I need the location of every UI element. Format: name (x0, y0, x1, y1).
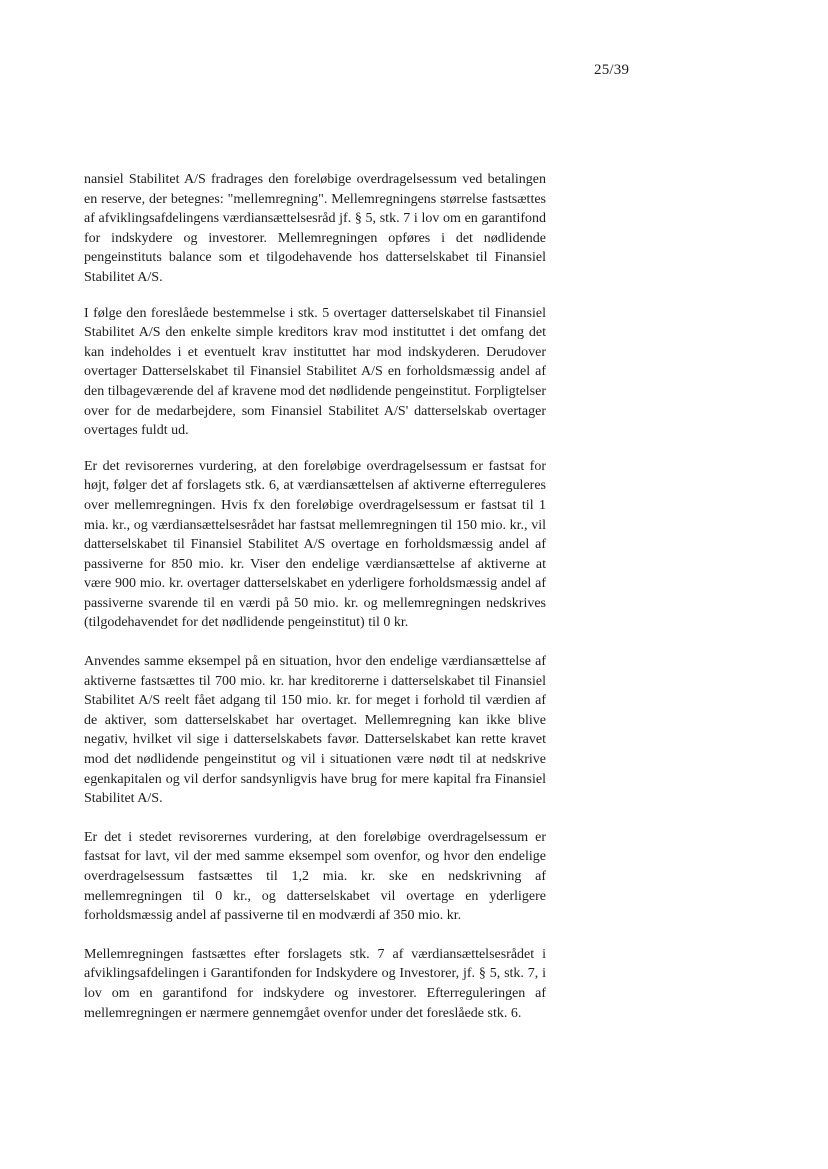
paragraph-1: nansiel Stabilitet A/S fradrages den foreløbige overdragelsessum ved betalingen en reserve, der betegnes: "mellemregning". Mellemregningens størrelse fastsættes af afviklingsafdelingens værdiansættelsesråd jf. § 5, stk. 7 i lov om en garantifond for indskydere og investorer. Mellemregningen opføres i det nødlidende pengeinstituts balance som et tilgodehavende hos datterselskabet til Finansiel Stabilitet A/S. (84, 172, 546, 285)
page-number: 25/39 (594, 62, 630, 78)
paragraph-2: I følge den foreslåede bestemmelse i stk. 5 overtager datterselskabet til Finansiel Stabilitet A/S den enkelte simple kreditors krav mod instituttet i det omfang det kan indeholdes i et eventuelt krav instituttet har mod indskyderen. Derudover overtager Datterselskabet til Finansiel Stabilitet A/S en forholdsmæssig andel af den tilbageværende del af kravene mod det nødlidende pengeinstitut. Forpligtelser over for de medarbejdere, som Finansiel Stabilitet A/S' datterselskab overtager overtages fuldt ud. (84, 305, 546, 439)
document-body (84, 170, 546, 1023)
paragraph-4: Anvendes samme eksempel på en situation, hvor den endelige værdiansættelse af aktiverne fastsættes til 700 mio. kr. har kreditorerne i datterselskabet til Finansiel Stabilitet A/S reelt fået adgang til 150 mio. kr. for meget i forhold til værdien af de aktiver, som datterselskabet har overtaget. Mellemregning kan ikke blive negativ, hvilket vil sige i datterselskabets favør. Datterselskabet kan rette kravet mod det nødlidende pengeinstitut og vil i situationen være nødt til at nedskrive egenkapitalen og vil derfor sandsynligvis have brug for mere kapital fra Finansiel Stabilitet A/S. (84, 654, 546, 807)
paragraph-6: Mellemregningen fastsættes efter forslagets stk. 7 af værdiansættelsesrådet i afviklingsafdelingen i Garantifonden for Indskydere og Investorer, jf. § 5, stk. 7, i lov om en garantifond for indskydere og investorer. Efterreguleringen af mellemregningen er nærmere gennemgået ovenfor under det foreslåede stk. 6. (84, 946, 546, 1021)
paragraph-3: Er det revisorernes vurdering, at den foreløbige overdragelsessum er fastsat for højt, følger det af forslagets stk. 6, at værdiansættelsen af aktiverne efterreguleres over mellemregningen. Hvis fx den foreløbige overdragelsessum er fastsat til 1 mia. kr., og værdiansættelsesrådet har fastsat mellemregningen til 150 mio. kr., vil datterselskabet til Finansiel Stabilitet A/S overtage en forholdsmæssig andel af passiverne for 850 mio. kr. Viser den endelige værdiansættelse af aktiverne at være 900 mio. kr. overtager datterselskabet en yderligere forholdsmæssig andel af passiverne svarende til en værdi på 50 mio. kr. og mellemregningen nedskrives (tilgodehavendet for det nødlidende pengeinstitut) til 0 kr. (84, 458, 546, 631)
paragraph-5: Er det i stedet revisorernes vurdering, at den foreløbige overdragelsessum er fastsat for lavt, vil der med samme eksempel som ovenfor, og hvor den endelige overdragelsessum fastsættes til 1,2 mia. kr. ske en nedskrivning af mellemregningen til 0 kr., og datterselskabet vil overtage en yderligere forholdsmæssig andel af passiverne til en modværdi af 350 mio. kr. (84, 829, 546, 924)
